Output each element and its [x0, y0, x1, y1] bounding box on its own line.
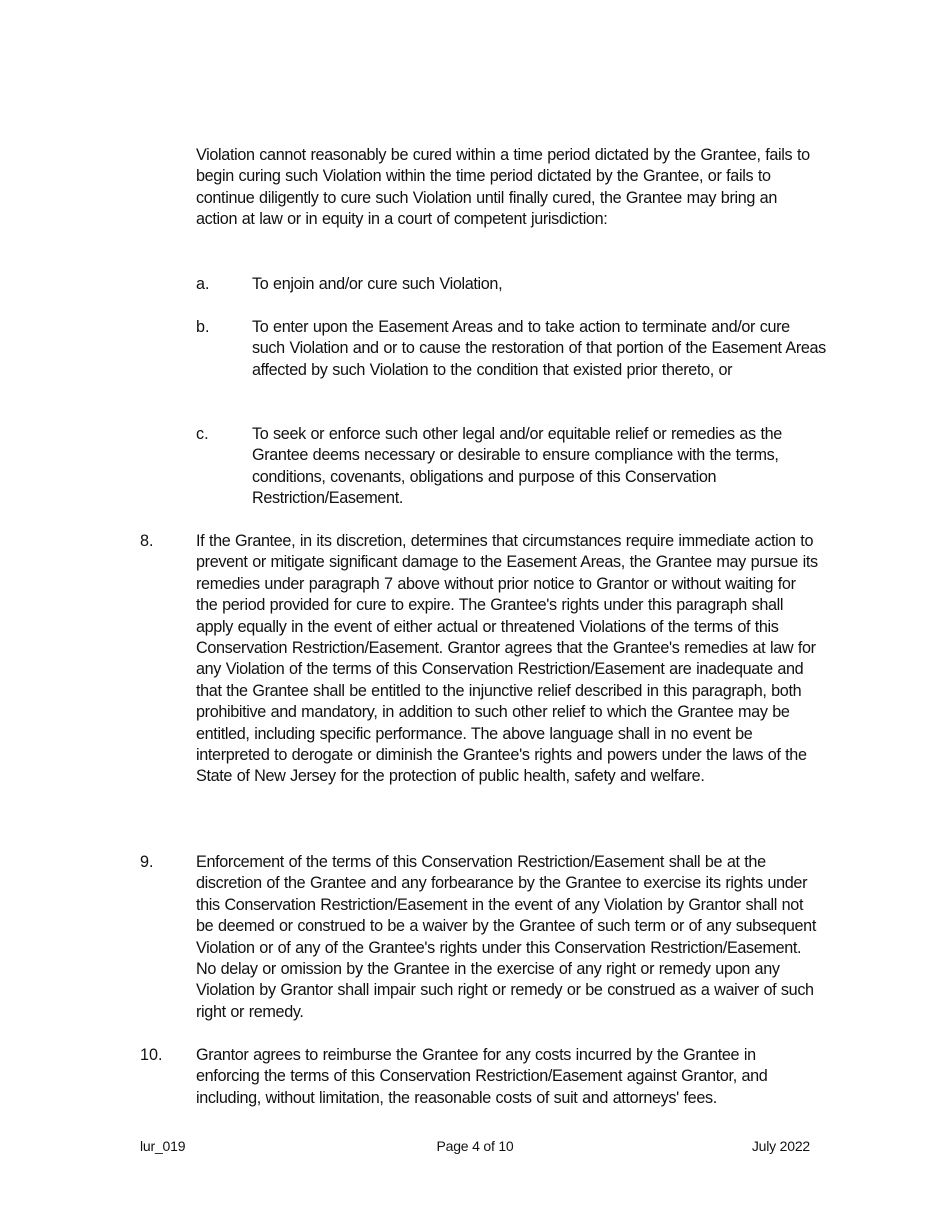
sub-item-c-label: c. [196, 425, 209, 443]
footer-date: July 2022 [751, 1138, 810, 1154]
sub-item-c-text: To seek or enforce such other legal and/or equitable relief or remedies as the Grantee deems necessary or desirable to ensure compliance with the terms, conditions, covenants, obligations and purpose of this Conservation Restriction/Easement. [252, 425, 782, 508]
continuation-paragraph: Violation cannot reasonably be cured within a time period dictated by the Grantee, fails to begin curing such Violation within the time period dictated by the Grantee, or fails to continue diligently to cure such Violation until finally cured, the Grantee may bring an action at law or in equity in a court of competent jurisdiction: [196, 146, 810, 229]
sub-item-b-label: b. [196, 318, 210, 336]
paragraph-9-text: Enforcement of the terms of this Conservation Restriction/Easement shall be at the discretion of the Grantee and any forbearance by the Grantee to exercise its rights under this Conservation Restriction/Easement in the event of any Violation by Grantor shall not be deemed or construed to be a waiver by the Grantee of such term or of any subsequent Violation or of any of the Grantee's rights under this Conservation Restriction/Easement. No delay or omission by the Grantee in the exercise of any right or remedy upon any Violation by Grantor shall impair such right or remedy or be construed as a waiver of such right or remedy. [196, 853, 816, 1021]
footer-document-id: lur_019 [140, 1138, 186, 1154]
paragraph-10-number: 10. [140, 1046, 163, 1064]
paragraph-8-text: If the Grantee, in its discretion, determines that circumstances require immediate action to prevent or mitigate significant damage to the Easement Areas, the Grantee may pursue its remedies under paragraph 7 above without prior notice to Grantor or without waiting for the period provided for cure to expire. The Grantee's rights under this paragraph shall apply equally in the event of either actual or threatened Violations of the terms of this Conservation Restriction/Easement. Grantor agrees that the Grantee's remedies at law for any Violation of the terms of this Conservation Restriction/Easement are inadequate and that the Grantee shall be entitled to the injunctive relief described in this paragraph, both prohibitive and mandatory, in addition to such other relief to which the Grantee may be entitled, including specific performance. The above language shall in no event be interpreted to derogate or diminish the Grantee's rights and powers under the laws of the State of New Jersey for the protection of public health, safety and welfare. [196, 532, 818, 786]
sub-item-a-label: a. [196, 275, 210, 293]
footer-page-number: Page 4 of 10 [436, 1138, 514, 1154]
paragraph-9-number: 9. [140, 853, 154, 871]
sub-item-a-text: To enjoin and/or cure such Violation, [252, 275, 503, 293]
paragraph-8-number: 8. [140, 532, 154, 550]
paragraph-10-text: Grantor agrees to reimburse the Grantee for any costs incurred by the Grantee in enforcing the terms of this Conservation Restriction/Easement against Grantor, and including, without limitation, the reasonable costs of suit and attorneys' fees. [196, 1046, 768, 1107]
sub-item-b-text: To enter upon the Easement Areas and to take action to terminate and/or cure such Violation and or to cause the restoration of that portion of the Easement Areas affected by such Violation to the condition that existed prior thereto, or [252, 318, 826, 379]
